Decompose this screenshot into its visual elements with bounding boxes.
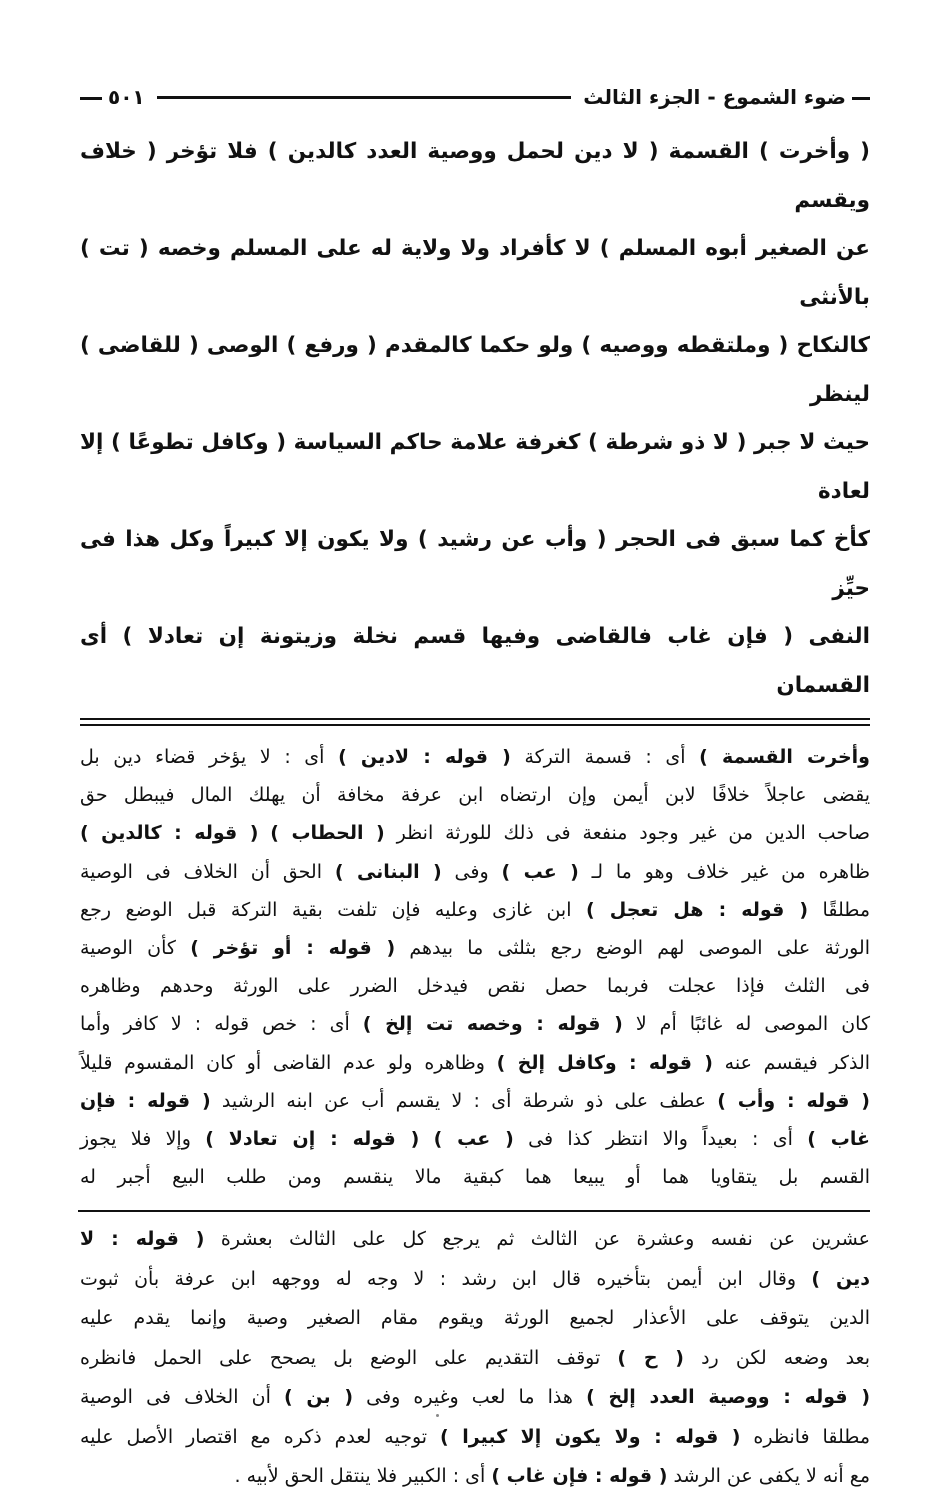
commentary-line: فى الثلث فإذا عجلت فربما حصل نقص فيدخل الضرر على الورثة وحدهم وظاهره [80, 975, 870, 998]
footnote-line [80, 1339, 870, 1379]
keyword: ( الحطاب ) [270, 822, 385, 845]
footnote-line [80, 1220, 870, 1260]
commentary-line [80, 1082, 870, 1120]
section-divider [80, 718, 870, 726]
text: الذكر فيقسم عنه [712, 1051, 871, 1074]
text: أى : الكبير فلا ينتقل الحق لأبيه . [234, 1465, 492, 1488]
running-header [80, 80, 870, 114]
keyword: ( قوله : وأب ) [717, 1089, 870, 1112]
main-line: كأخ كما سبق فى الحجر ( وأب عن رشيد ) ولا يكون إلا كبيراً وكل هذا فى حيِّز [80, 527, 870, 601]
keyword: ( قوله : وكافل إلخ ) [496, 1051, 713, 1074]
text [419, 1128, 433, 1150]
text: وإلا فلا يجوز [80, 1128, 206, 1151]
text: وفى [441, 860, 502, 883]
text: أى : بعيداً والا انتظر كذا فى [513, 1128, 808, 1151]
keyword: ( قوله : وخصه تت إلخ ) [362, 1013, 623, 1036]
text: كأن الوصية [80, 937, 191, 960]
header-rule [157, 96, 572, 99]
keyword: دين ) [811, 1267, 871, 1290]
commentary-line: القسم بل يتقاويا هما أو يبيعا هما كبقية مالا ينقسم ومن طلب البيع أجبر له [80, 1166, 870, 1189]
text: أى : قسمة التركة [510, 746, 700, 768]
commentary-line [80, 1044, 870, 1082]
keyword: وأخرت القسمة ) [699, 746, 870, 768]
text: الحق أن الخلاف فى الوصية [80, 860, 335, 883]
commentary-line: يقضى عاجلاً خلافًا لابن أيمن وإن ارتضاه ابن عرفة مخافة أن يهلك المال فيبطل حق [80, 784, 870, 807]
keyword: ( قوله : كالدين ) [80, 822, 259, 845]
page-number: ٥٠١ [80, 85, 157, 109]
text: الورثة على الموصى لهم الوضع رجع بثلثى ما بيدهم [395, 937, 870, 960]
text: وظاهره ولو عدم القاضى أو كان المقسوم قليلاً [80, 1051, 497, 1074]
main-line: حيث لا جبر ( لا ذو شرطة ) كغرفة علامة حاكم السياسة ( وكافل تطوعًا ) إلا لعادة [80, 430, 870, 504]
text: هذا ما لعب وغيره وفى [353, 1386, 587, 1409]
keyword: ( قوله : لا [80, 1228, 205, 1251]
keyword: ( البنانى ) [334, 860, 442, 883]
text: أى : خص قوله : لا كافر وأما [80, 1013, 363, 1036]
footnote-line [80, 1418, 870, 1458]
commentary-line [80, 1120, 870, 1158]
text: أى : لا يؤخر قضاء دين بل [80, 746, 339, 768]
footnote [80, 1220, 870, 1497]
text: صاحب الدين من غير وجود منفعة فى ذلك للورثة انظر [384, 822, 870, 845]
keyword: ( قوله : فإن [80, 1089, 211, 1112]
text: بعد وضعه لكن رد [683, 1346, 870, 1369]
keyword: ( قوله : ولا يكون إلا كبيرا ) [440, 1425, 741, 1448]
commentary-line [80, 929, 870, 967]
footnote-divider [78, 1210, 870, 1212]
keyword: ( قوله : لادين ) [338, 746, 511, 768]
footnote-line: الدين يتوقف على الأعذار لجميع الورثة ويقوم مقام الصغير وصية وإنما يقدم عليه [80, 1307, 870, 1330]
text: أن الخلاف فى الوصية [80, 1386, 284, 1409]
keyword: ( قوله : ووصية العدد إلخ ) [586, 1386, 871, 1409]
main-line: عن الصغير أبوه المسلم ) لا كأفراد ولا ولاية له على المسلم وخصه ( تت ) بالأنثى [80, 236, 870, 310]
text: ظاهره من غير خلاف وهو ما لـ [578, 860, 870, 883]
footnote-line [80, 1260, 870, 1300]
text: توجيه لعدم ذكره مع اقتصار الأصل عليه [80, 1425, 441, 1448]
text: ابن غازى وعليه فإن تلفت بقية التركة قبل الوضع رجع [80, 898, 586, 921]
keyword: ( قوله : إن تعادلا ) [205, 1128, 420, 1151]
commentary-line [80, 814, 870, 852]
keyword: ( عب ) [433, 1128, 514, 1151]
text: عطف على ذو شرطة أى : لا يقسم أب عن ابنه الرشيد [210, 1089, 718, 1112]
keyword: غاب ) [807, 1128, 870, 1151]
book-title: ضوء الشموع - الجزء الثالث [571, 85, 870, 109]
commentary-line [80, 738, 870, 776]
main-line: النفى ( فإن غاب فالقاضى وفيها قسم نخلة وزيتونة إن تعادلا ) أى القسمان [80, 624, 870, 698]
keyword: ( قوله : هل تعجل ) [585, 898, 809, 921]
keyword: ( قوله : أو تؤخر ) [190, 937, 396, 960]
keyword: ( ح ) [617, 1346, 684, 1369]
commentary-line [80, 1005, 870, 1043]
text: توقف التقديم على الوضع بل يصحح على الحمل فانظره [80, 1346, 618, 1369]
text [258, 822, 270, 844]
text: كان الموصى له غائبًا أم لا [622, 1013, 871, 1036]
text: عشرين عن نفسه وعشرة عن الثالث ثم يرجع كل على الثالث بعشرة [204, 1228, 870, 1251]
commentary-line [80, 853, 870, 891]
commentary [80, 738, 870, 1196]
main-line: كالنكاح ( وملتقطه ووصيه ) ولو حكما كالمقدم ( ورفع ) الوصى ( للقاضى ) لينظر [80, 333, 870, 407]
text: مطلقًا [808, 898, 870, 921]
keyword: ( بن ) [284, 1386, 354, 1409]
page-speck [436, 1414, 439, 1417]
commentary-line [80, 891, 870, 929]
main-line: ( وأخرت ) القسمة ( لا دين لحمل ووصية العدد كالدين ) فلا تؤخر ( خلاف ويقسم [80, 139, 870, 213]
text: مع أنه لا يكفى عن الرشد [667, 1465, 870, 1488]
footnote-line [80, 1457, 870, 1497]
main-text [80, 128, 870, 710]
keyword: ( عب ) [501, 860, 579, 883]
keyword: ( قوله : فإن غاب ) [491, 1465, 668, 1488]
text: وقال ابن أيمن بتأخيره قال ابن رشد : لا وجه له ووجهه ابن عرفة بأن ثبوت [80, 1267, 812, 1290]
footnote-line [80, 1378, 870, 1418]
text: مطلقا فانظره [740, 1425, 870, 1448]
